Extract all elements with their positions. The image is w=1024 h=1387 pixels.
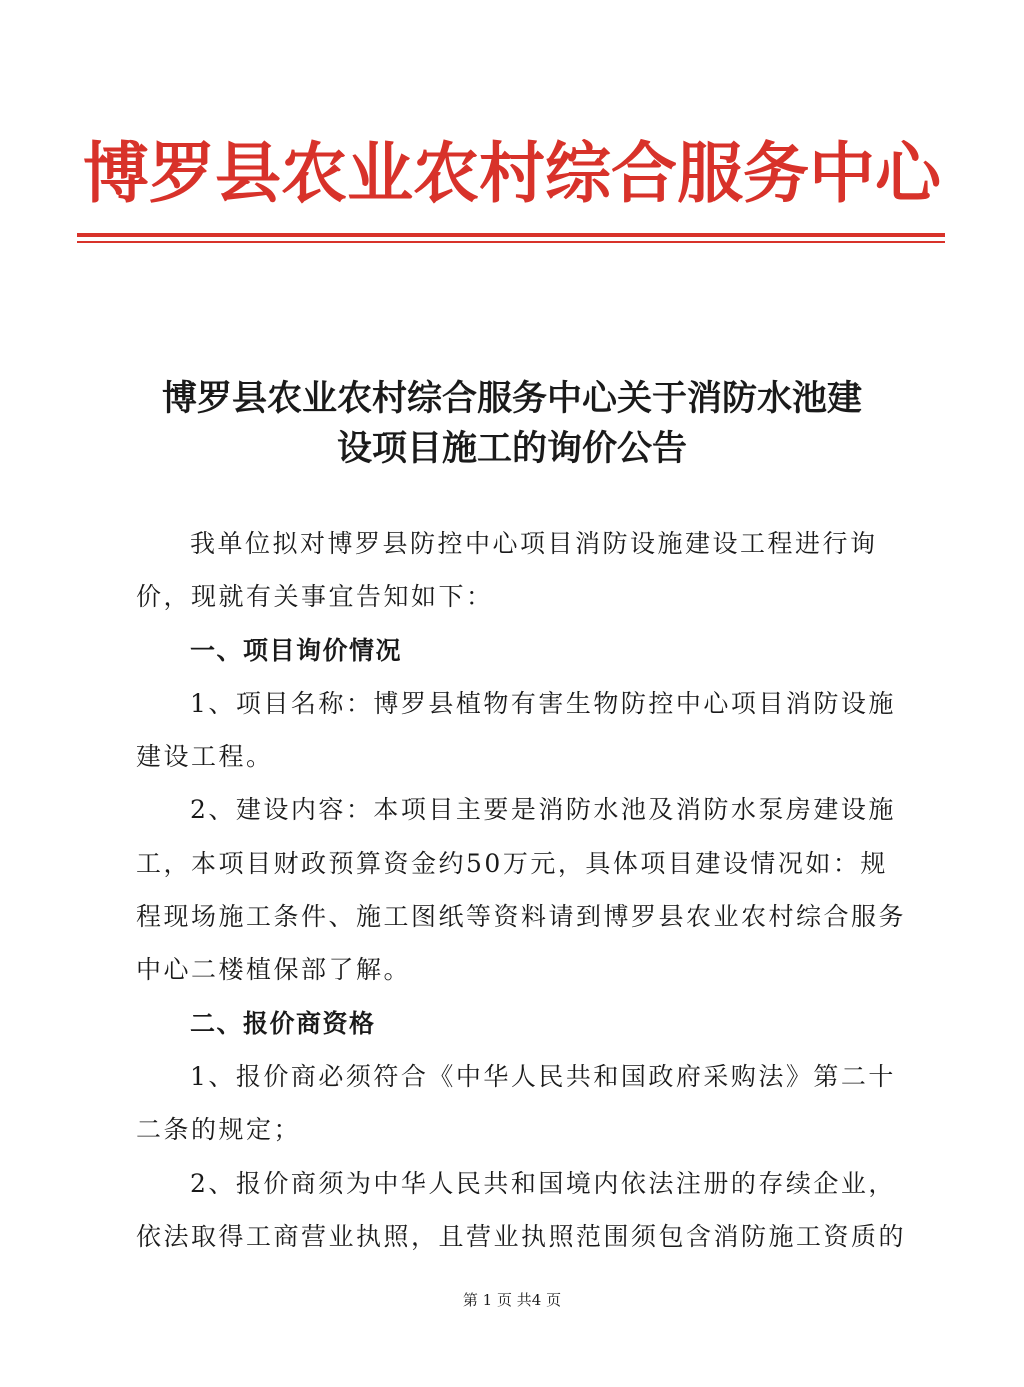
paragraph-line: 价，现就有关事宜告知如下： [136, 582, 494, 612]
section-heading: 一、项目询价情况 [190, 635, 403, 665]
paragraph-line: 工，本项目财政预算资金约50万元，具体项目建设情况如：规 [136, 848, 888, 878]
section-heading: 二、报价商资格 [190, 1008, 376, 1038]
page-number-footer: 第 1 页 共4 页 [462, 1291, 562, 1309]
document-title-line: 设项目施工的询价公告 [336, 429, 687, 469]
letterhead-divider-thick [77, 233, 945, 237]
letterhead-divider-thin [77, 241, 945, 243]
paragraph-line: 程现场施工条件、施工图纸等资料请到博罗县农业农村综合服务 [136, 902, 907, 932]
letterhead-org-name: 博罗县农业农村综合服务中心 [83, 134, 941, 212]
paragraph-line: 依法取得工商营业执照，且营业执照范围须包含消防施工资质的 [136, 1221, 907, 1251]
document-body [136, 517, 916, 1263]
paragraph-line: 二条的规定； [136, 1115, 302, 1145]
paragraph-line: 1、报价商必须符合《中华人民共和国政府采购法》第二十 [190, 1061, 896, 1091]
document-title [110, 374, 914, 474]
paragraph-line: 2、报价商须为中华人民共和国境内依法注册的存续企业， [190, 1168, 896, 1198]
paragraph-line: 建设工程。 [136, 742, 274, 772]
document-title-line: 博罗县农业农村综合服务中心关于消防水池建 [161, 379, 862, 419]
paragraph-line: 2、建设内容：本项目主要是消防水池及消防水泵房建设施 [190, 795, 896, 825]
paragraph-line: 中心二楼植保部了解。 [136, 955, 412, 985]
paragraph-line: 我单位拟对博罗县防控中心项目消防设施建设工程进行询 [190, 529, 878, 558]
paragraph-line: 1、项目名称：博罗县植物有害生物防控中心项目消防设施 [190, 688, 896, 718]
